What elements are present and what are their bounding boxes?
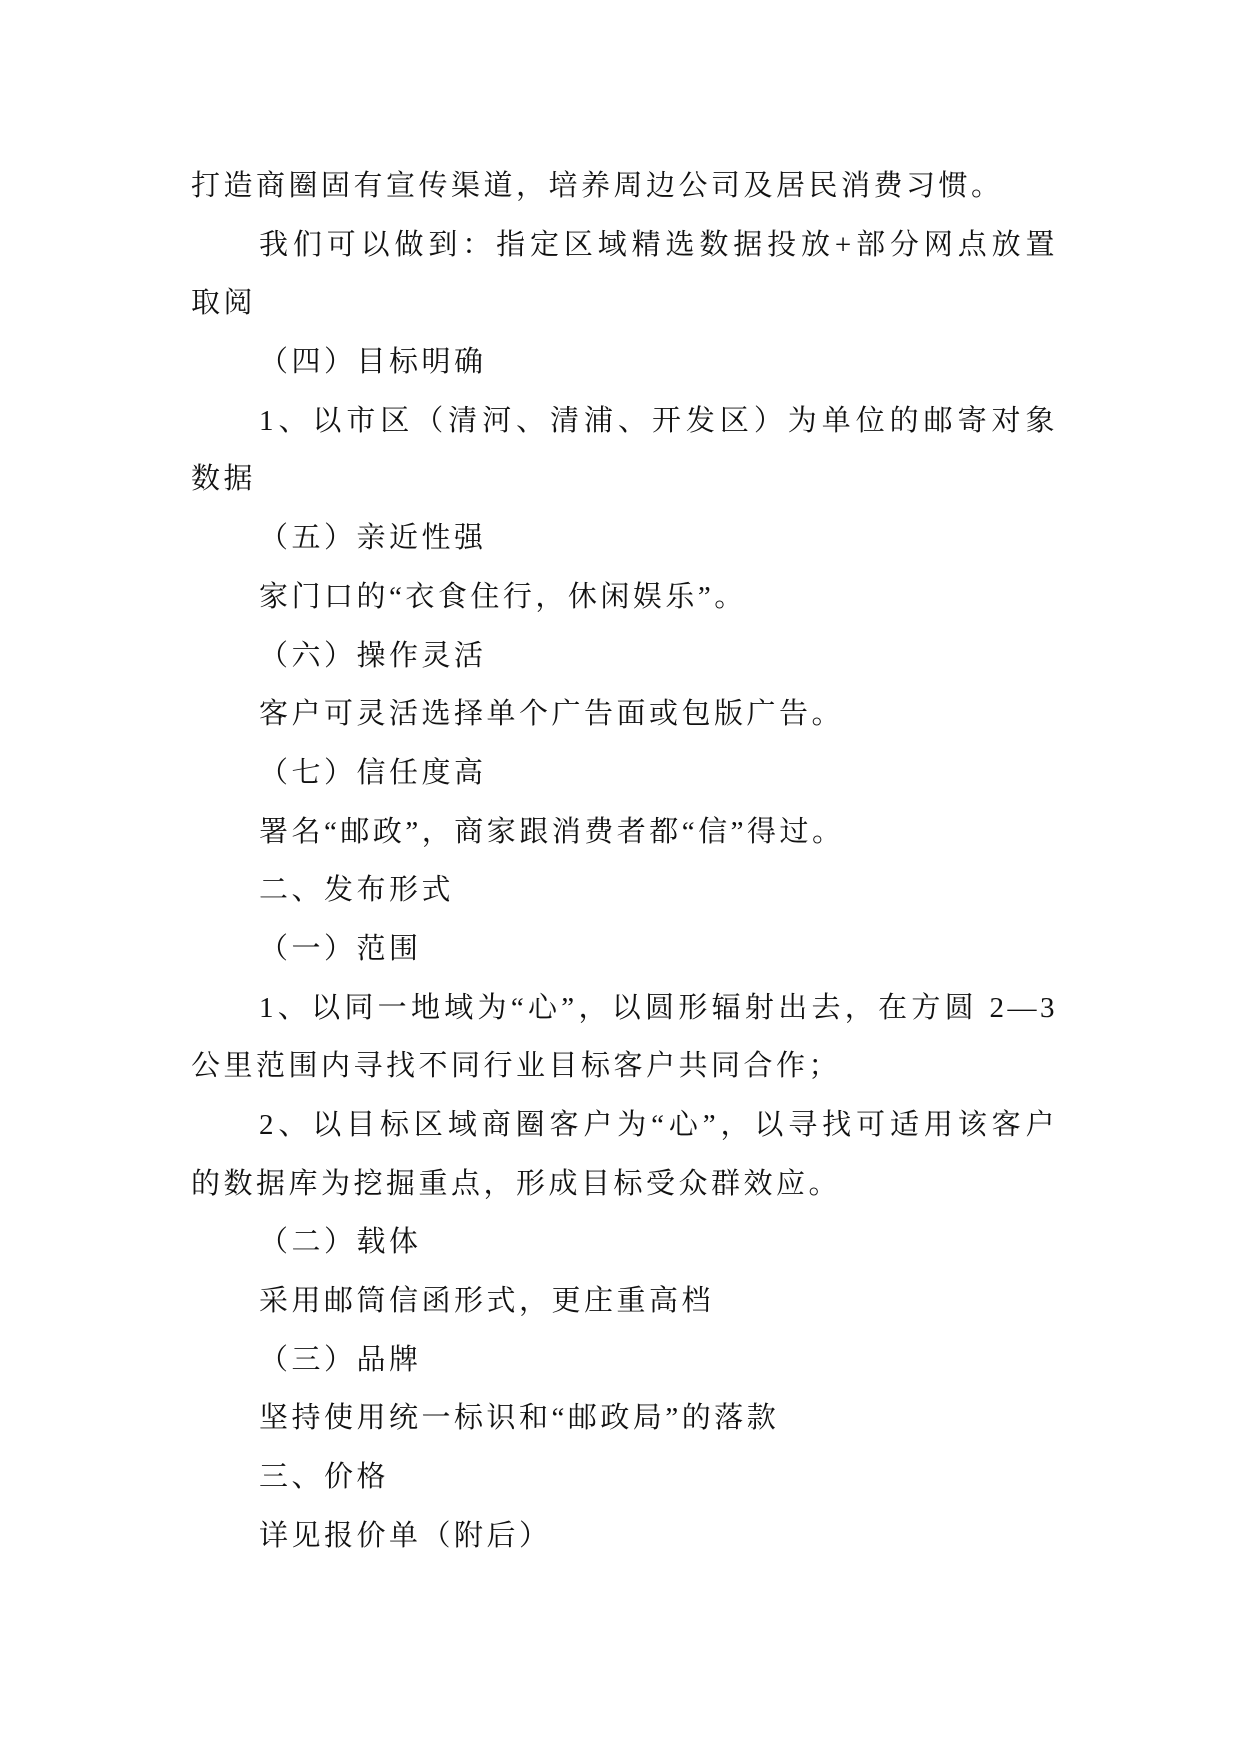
section-heading-4: （四）目标明确: [259, 346, 487, 379]
paragraph-line: 1、以市区（清河、清浦、开发区）为单位的邮寄对象: [259, 404, 1058, 437]
section-heading-6: （六）操作灵活: [259, 639, 487, 672]
paragraph-line: 取阅: [191, 287, 257, 320]
paragraph-line: 家门口的“衣食住行，休闲娱乐”。: [259, 580, 747, 613]
section-heading-7: （七）信任度高: [259, 756, 487, 789]
paragraph-line: 详见报价单（附后）: [259, 1519, 552, 1552]
document-body: [191, 157, 1058, 1566]
paragraph-line: 2、以目标区域商圈客户为“心”，以寻找可适用该客户: [259, 1109, 1058, 1141]
chapter-heading-3: 三、价格: [259, 1461, 390, 1494]
paragraph-line: 采用邮筒信函形式，更庄重高档: [259, 1285, 715, 1318]
section-heading-3: （三）品牌: [259, 1343, 422, 1376]
paragraph-line: 坚持使用统一标识和“邮政局”的落款: [259, 1402, 780, 1435]
paragraph-line: 的数据库为挖掘重点，形成目标受众群效应。: [191, 1167, 842, 1200]
section-heading-5: （五）亲近性强: [259, 522, 487, 555]
chapter-heading-2: 二、发布形式: [259, 874, 455, 907]
paragraph-line: 数据: [191, 463, 257, 496]
paragraph-line: 1、以同一地域为“心”，以圆形辐射出去，在方圆 2—3: [259, 991, 1058, 1024]
section-heading-1: （一）范围: [259, 932, 422, 965]
paragraph-line: 客户可灵活选择单个广告面或包版广告。: [259, 698, 845, 731]
section-heading-2: （二）载体: [259, 1226, 422, 1259]
paragraph-line: 我们可以做到：指定区域精选数据投放+部分网点放置: [259, 228, 1058, 261]
paragraph-line-continuation: 打造商圈固有宣传渠道，培养周边公司及居民消费习惯。: [191, 170, 1004, 202]
paragraph-line: 公里范围内寻找不同行业目标客户共同合作；: [191, 1050, 842, 1083]
paragraph-line: 署名“邮政”，商家跟消费者都“信”得过。: [259, 815, 845, 848]
